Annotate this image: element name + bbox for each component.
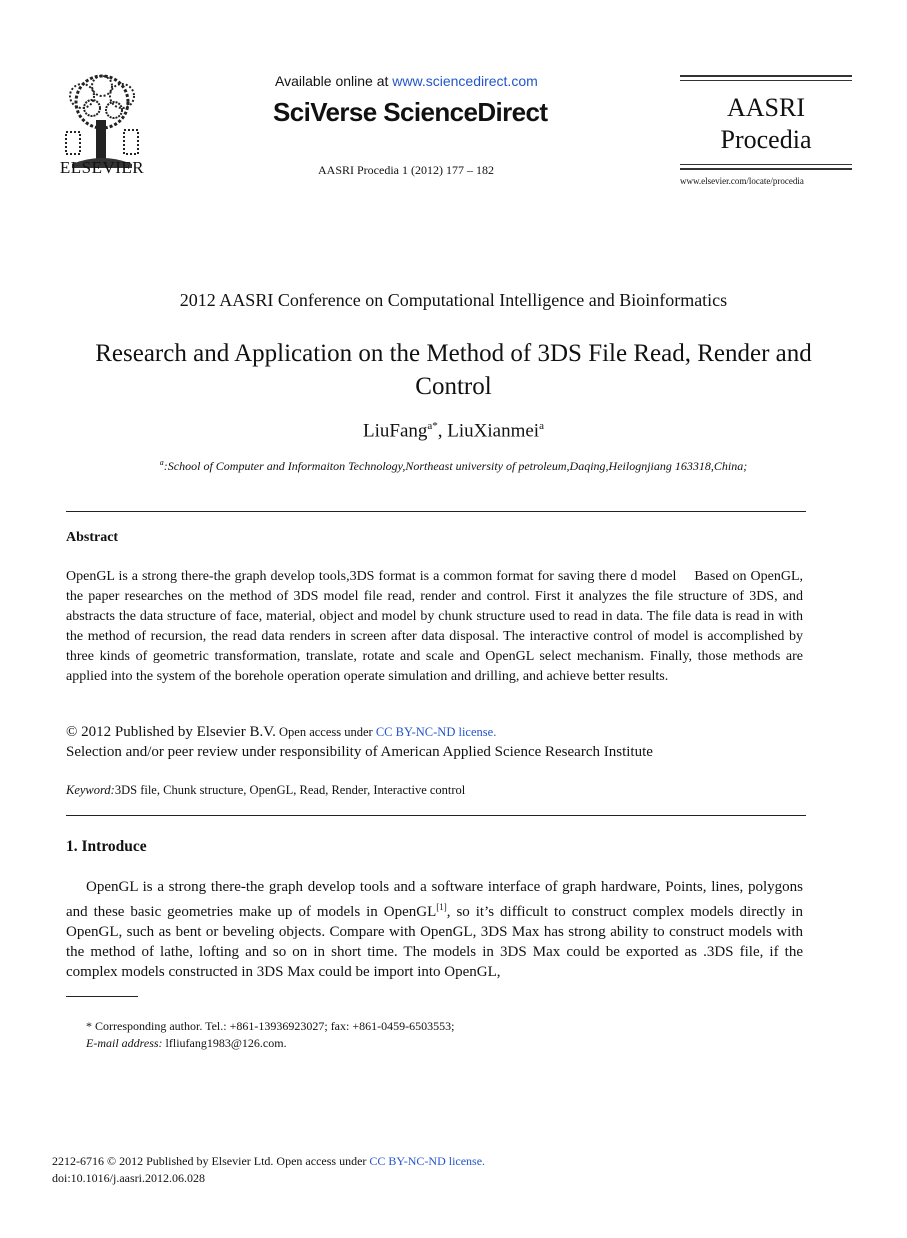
copyright-line	[66, 724, 496, 741]
section-heading-introduce: 1. Introduce	[66, 838, 147, 855]
keyword-label: Keyword:	[66, 783, 115, 797]
procedia-bottom-rule-2	[680, 168, 852, 170]
issn-text: 2212-6716 © 2012 Published by Elsevier Ltd. Open access under	[52, 1154, 370, 1168]
keyword-list: 3DS file, Chunk structure, OpenGL, Read, Render, Interactive control	[114, 783, 466, 797]
email-label: E-mail address:	[86, 1036, 163, 1050]
paper-title: Research and Application on the Method of 3DS File Read, Render and Control	[95, 340, 812, 400]
doi-line: doi:10.1016/j.aasri.2012.06.028	[52, 1171, 205, 1185]
keywords-line	[66, 783, 465, 798]
author-separator: ,	[437, 420, 448, 442]
intro-text-a: OpenGL is a strong there-the graph develop tools and a software interface of graph hardware, Points, lines, polygons and these basic geometries make up of models in OpenGL	[66, 879, 803, 920]
issn-line	[52, 1154, 485, 1169]
abstract-heading: Abstract	[66, 530, 119, 545]
journal-name	[680, 92, 852, 156]
available-prefix: Available online at	[275, 73, 393, 89]
peer-review-statement: Selection and/or peer review under responsibility of American Applied Science Research Institute	[66, 744, 653, 760]
procedia-top-rule-1	[680, 75, 852, 77]
intro-text-b: , so it’s difficult to construct complex models directly in OpenGL, such as bent or beveling objects. Compare with OpenGL, 3DS Max has strong ability to construct models with the method of lathe, lofting and so on in short time. The models in 3DS Max could be exported as .3DS file, if the complex models constructed in 3DS Max could be import into OpenGL,	[66, 904, 803, 980]
abstract-text: OpenGL is a strong there-the graph develop tools,3DS format is a common format for saving there d model Based on OpenGL, the paper researches on the method of 3DS model file read, render and control. First it analyzes the file structure of 3DS, and abstracts the data structure of face, material, object and model by chunk structure used to read in data. The file data is read in with the method of recursion, the read data renders in screen after data disposal. The interactive control of model is accomplished by three kinds of geometric transformation, translate, rotate and scale and OpenGL select mechanism. Finally, those methods are applied into the system of the borehole operation operate simulation and drilling, and achieve better results.	[66, 569, 803, 684]
footer-license-link[interactable]: CC BY-NC-ND license.	[369, 1154, 486, 1168]
journal-reference: AASRI Procedia 1 (2012) 177 – 182	[318, 163, 494, 177]
citation-1[interactable]: [1]	[436, 902, 447, 912]
corresponding-author-note: * Corresponding author. Tel.: +861-13936923027; fax: +861-0459-6503553;	[86, 1019, 455, 1033]
author-1: LiuFang	[363, 420, 428, 442]
journal-name-line1: AASRI	[726, 93, 805, 122]
abstract-top-rule	[66, 511, 806, 512]
email-line	[86, 1036, 287, 1051]
abstract-bottom-rule	[66, 815, 806, 816]
affiliation-sup: a	[159, 458, 164, 467]
footnote-rule	[66, 996, 138, 997]
author-2-sup: a	[539, 420, 544, 432]
author-1-sup: a*	[427, 420, 438, 432]
affiliation	[0, 458, 907, 474]
procedia-top-rule-2	[680, 80, 852, 81]
email-address: lfliufang1983@126.com.	[162, 1036, 287, 1050]
available-online-line	[275, 73, 538, 89]
elsevier-wordmark: ELSEVIER	[59, 158, 145, 177]
author-2: LiuXianmei	[447, 420, 540, 442]
copyright-text: © 2012 Published by Elsevier B.V.	[66, 724, 276, 740]
license-link[interactable]: CC BY-NC-ND license.	[375, 725, 497, 739]
journal-name-line2: Procedia	[720, 125, 812, 154]
procedia-bottom-rule-1	[680, 164, 852, 165]
author-line	[0, 420, 907, 442]
open-access-text: Open access under	[275, 725, 376, 739]
conference-name: 2012 AASRI Conference on Computational Intelligence and Bioinformatics	[179, 290, 728, 310]
journal-url[interactable]: www.elsevier.com/locate/procedia	[680, 176, 804, 186]
sciencedirect-link[interactable]: www.sciencedirect.com	[392, 73, 538, 89]
affiliation-text: :School of Computer and Informaiton Technology,Northeast university of petroleum,Daqing,Heilognjiang 163318,China;	[163, 459, 748, 473]
introduce-paragraph	[66, 877, 803, 982]
sciverse-brand: SciVerse ScienceDirect	[273, 97, 548, 127]
